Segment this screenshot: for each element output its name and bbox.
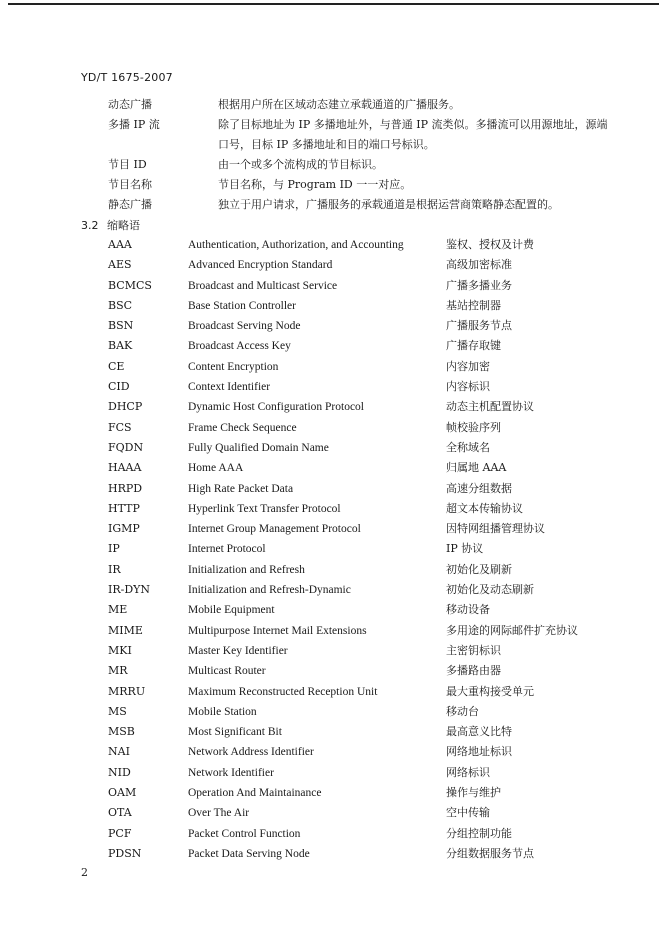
abbreviation-english: Maximum Reconstructed Reception Unit: [188, 685, 378, 698]
definition-term: 静态广播: [108, 198, 152, 211]
abbreviation-code: IP: [108, 542, 120, 556]
abbreviation-english: High Rate Packet Data: [188, 482, 294, 495]
abbreviation-code: AES: [108, 258, 132, 272]
abbreviation-chinese: 多用途的网际邮件扩充协议: [446, 623, 578, 637]
abbreviation-row: [0, 539, 667, 559]
definition-row: [0, 155, 667, 175]
abbreviation-chinese: 内容加密: [446, 359, 490, 373]
abbreviation-code: BCMCS: [108, 278, 152, 292]
abbreviation-code: ME: [108, 603, 128, 617]
abbreviation-row: [0, 560, 667, 580]
abbreviation-row: [0, 397, 667, 417]
abbreviation-chinese: 广播服务节点: [446, 319, 512, 333]
abbreviation-row: [0, 357, 667, 377]
abbreviation-english: Fully Qualified Domain Name: [188, 441, 329, 454]
definition-term: 动态广播: [108, 98, 152, 111]
abbreviation-english: Operation And Maintainance: [188, 787, 322, 800]
abbreviation-english: Multipurpose Internet Mail Extensions: [188, 624, 367, 637]
abbreviation-code: MS: [108, 704, 127, 718]
abbreviation-english: Packet Control Function: [188, 827, 301, 840]
abbreviation-row: [0, 296, 667, 316]
abbreviation-row: [0, 763, 667, 783]
abbreviation-chinese: 主密钥标识: [446, 643, 501, 657]
document-code: YD/T 1675-2007: [81, 71, 173, 84]
abbreviation-english: Over The Air: [188, 807, 250, 820]
abbreviation-english: Broadcast Serving Node: [188, 320, 301, 333]
abbreviation-code: NAI: [108, 745, 130, 759]
abbreviation-code: IR: [108, 562, 121, 576]
abbreviation-english: Packet Data Serving Node: [188, 847, 310, 860]
abbreviation-english: Network Identifier: [188, 766, 274, 779]
top-rule: [8, 3, 659, 5]
abbreviation-row: [0, 458, 667, 478]
abbreviation-row: [0, 499, 667, 519]
abbreviation-chinese: 最高意义比特: [446, 725, 512, 739]
abbreviation-english: Mobile Equipment: [188, 604, 275, 617]
abbreviation-code: MIME: [108, 623, 143, 637]
abbreviation-row: [0, 316, 667, 336]
abbreviation-chinese: 分组控制功能: [446, 826, 512, 840]
abbreviation-english: Authentication, Authorization, and Accounting: [188, 239, 404, 251]
abbreviation-chinese: 超文本传输协议: [446, 501, 523, 515]
definition-row: [0, 175, 667, 195]
abbreviation-english: Home AAA: [188, 462, 244, 475]
abbreviation-code: CID: [108, 380, 130, 394]
abbreviation-chinese: 高级加密标准: [446, 258, 512, 272]
definition-text: 由一个或多个流构成的节目标识。: [218, 158, 383, 171]
abbreviation-chinese: 移动设备: [446, 603, 490, 617]
abbreviation-chinese: IP 协议: [446, 542, 484, 556]
abbreviation-english: Internet Protocol: [188, 543, 266, 556]
abbreviation-row: [0, 783, 667, 803]
abbreviation-code: HTTP: [108, 501, 140, 515]
abbreviation-code: BSC: [108, 298, 133, 312]
abbreviation-row: [0, 844, 667, 864]
abbreviation-row: [0, 377, 667, 397]
abbreviation-row: [0, 235, 667, 255]
abbreviation-english: Initialization and Refresh-Dynamic: [188, 584, 351, 597]
abbreviation-row: [0, 641, 667, 661]
abbreviation-code: MKI: [108, 643, 132, 657]
abbreviation-row: [0, 519, 667, 539]
abbreviation-code: OTA: [108, 806, 132, 820]
abbreviation-chinese: 初始化及动态刷新: [446, 583, 534, 597]
abbreviation-chinese: 内容标识: [446, 380, 490, 394]
abbreviation-english: Multicast Router: [188, 665, 266, 678]
abbreviation-chinese: 网络标识: [446, 765, 490, 779]
abbreviation-row: [0, 722, 667, 742]
abbreviation-english: Master Key Identifier: [188, 644, 288, 657]
abbreviation-english: Mobile Station: [188, 705, 257, 718]
abbreviation-row: [0, 479, 667, 499]
abbreviation-chinese: 全称域名: [446, 440, 490, 454]
abbreviation-row: [0, 803, 667, 823]
definition-term: 节目名称: [108, 178, 152, 191]
definition-text: 根据用户所在区域动态建立承载通道的广播服务。: [218, 98, 460, 111]
abbreviation-code: AAA: [108, 238, 132, 251]
abbreviation-code: OAM: [108, 786, 137, 800]
definition-row: [0, 195, 667, 215]
abbreviation-chinese: 分组数据服务节点: [446, 846, 534, 860]
abbreviation-row: [0, 580, 667, 600]
abbreviation-code: CE: [108, 359, 125, 373]
abbreviation-row: [0, 621, 667, 641]
abbreviation-code: HRPD: [108, 481, 143, 495]
abbreviation-chinese: 初始化及刷新: [446, 562, 512, 576]
abbreviation-chinese: 空中传输: [446, 806, 490, 820]
abbreviation-row: [0, 702, 667, 722]
abbreviation-chinese: 鉴权、授权及计费: [446, 238, 534, 251]
abbreviation-code: MR: [108, 664, 128, 678]
abbreviation-row: [0, 824, 667, 844]
abbreviation-code: BSN: [108, 319, 134, 333]
abbreviation-chinese: 高速分组数据: [446, 481, 512, 495]
definition-text: 独立于用户请求，广播服务的承载通道是根据运营商策略静态配置的。: [218, 198, 559, 211]
abbreviation-english: Broadcast Access Key: [188, 340, 291, 353]
abbreviation-english: Advanced Encryption Standard: [188, 259, 333, 272]
definition-text: 除了目标地址为 IP 多播地址外，与普通 IP 流类似。多播流可以用源地址，源端口号，目标 IP 多播地址和目的端口号标识。: [218, 118, 608, 151]
abbreviation-english: Dynamic Host Configuration Protocol: [188, 401, 364, 414]
abbreviation-code: IR-DYN: [108, 583, 151, 597]
abbreviation-code: MRRU: [108, 684, 146, 698]
abbreviation-row: [0, 438, 667, 458]
abbreviation-chinese: 基站控制器: [446, 298, 501, 312]
abbreviation-english: Network Address Identifier: [188, 746, 314, 759]
abbreviation-chinese: 网络地址标识: [446, 745, 512, 759]
abbreviation-code: IGMP: [108, 522, 140, 536]
abbreviation-chinese: 操作与维护: [446, 786, 501, 800]
abbreviation-code: PCF: [108, 826, 132, 840]
abbreviation-code: FQDN: [108, 440, 144, 454]
definitions-list: [0, 95, 667, 215]
section-title: 缩略语: [107, 219, 140, 232]
abbreviation-chinese: 归属地 AAA: [446, 461, 507, 475]
abbreviation-row: [0, 255, 667, 275]
abbreviation-row: [0, 336, 667, 356]
abbreviation-code: HAAA: [108, 461, 142, 475]
abbreviations-list: [0, 235, 667, 864]
abbreviation-english: Hyperlink Text Transfer Protocol: [188, 502, 341, 515]
section-heading: [81, 217, 140, 233]
abbreviation-english: Frame Check Sequence: [188, 421, 297, 434]
abbreviation-row: [0, 742, 667, 762]
abbreviation-row: [0, 661, 667, 681]
abbreviation-english: Base Station Controller: [188, 299, 296, 312]
abbreviation-english: Internet Group Management Protocol: [188, 523, 361, 536]
abbreviation-chinese: 帧校验序列: [446, 420, 501, 434]
abbreviation-english: Content Encryption: [188, 360, 279, 373]
abbreviation-code: PDSN: [108, 846, 142, 860]
abbreviation-row: [0, 600, 667, 620]
abbreviation-row: [0, 682, 667, 702]
definition-row: [0, 95, 667, 115]
abbreviation-english: Context Identifier: [188, 381, 271, 394]
abbreviation-english: Most Significant Bit: [188, 726, 282, 739]
abbreviation-code: NID: [108, 765, 131, 779]
abbreviation-code: BAK: [108, 339, 133, 353]
definition-term: 节目 ID: [108, 158, 147, 171]
abbreviation-row: [0, 276, 667, 296]
abbreviation-chinese: 移动台: [446, 704, 479, 718]
abbreviation-row: [0, 418, 667, 438]
abbreviation-code: FCS: [108, 420, 132, 434]
section-number: 3.2: [81, 219, 99, 232]
abbreviation-chinese: 因特网组播管理协议: [446, 522, 545, 536]
abbreviation-chinese: 广播多播业务: [446, 278, 512, 292]
abbreviation-chinese: 动态主机配置协议: [446, 400, 534, 414]
definition-row: [0, 115, 667, 155]
abbreviation-chinese: 最大重构接受单元: [446, 684, 534, 698]
abbreviation-chinese: 广播存取键: [446, 339, 501, 353]
abbreviation-code: DHCP: [108, 400, 143, 414]
definition-term: 多播 IP 流: [108, 118, 160, 131]
page-number: 2: [81, 866, 88, 879]
abbreviation-english: Initialization and Refresh: [188, 563, 305, 576]
abbreviation-code: MSB: [108, 725, 135, 739]
abbreviation-english: Broadcast and Multicast Service: [188, 279, 338, 292]
abbreviation-chinese: 多播路由器: [446, 664, 501, 678]
definition-text: 节目名称，与 Program ID 一一对应。: [218, 178, 412, 191]
